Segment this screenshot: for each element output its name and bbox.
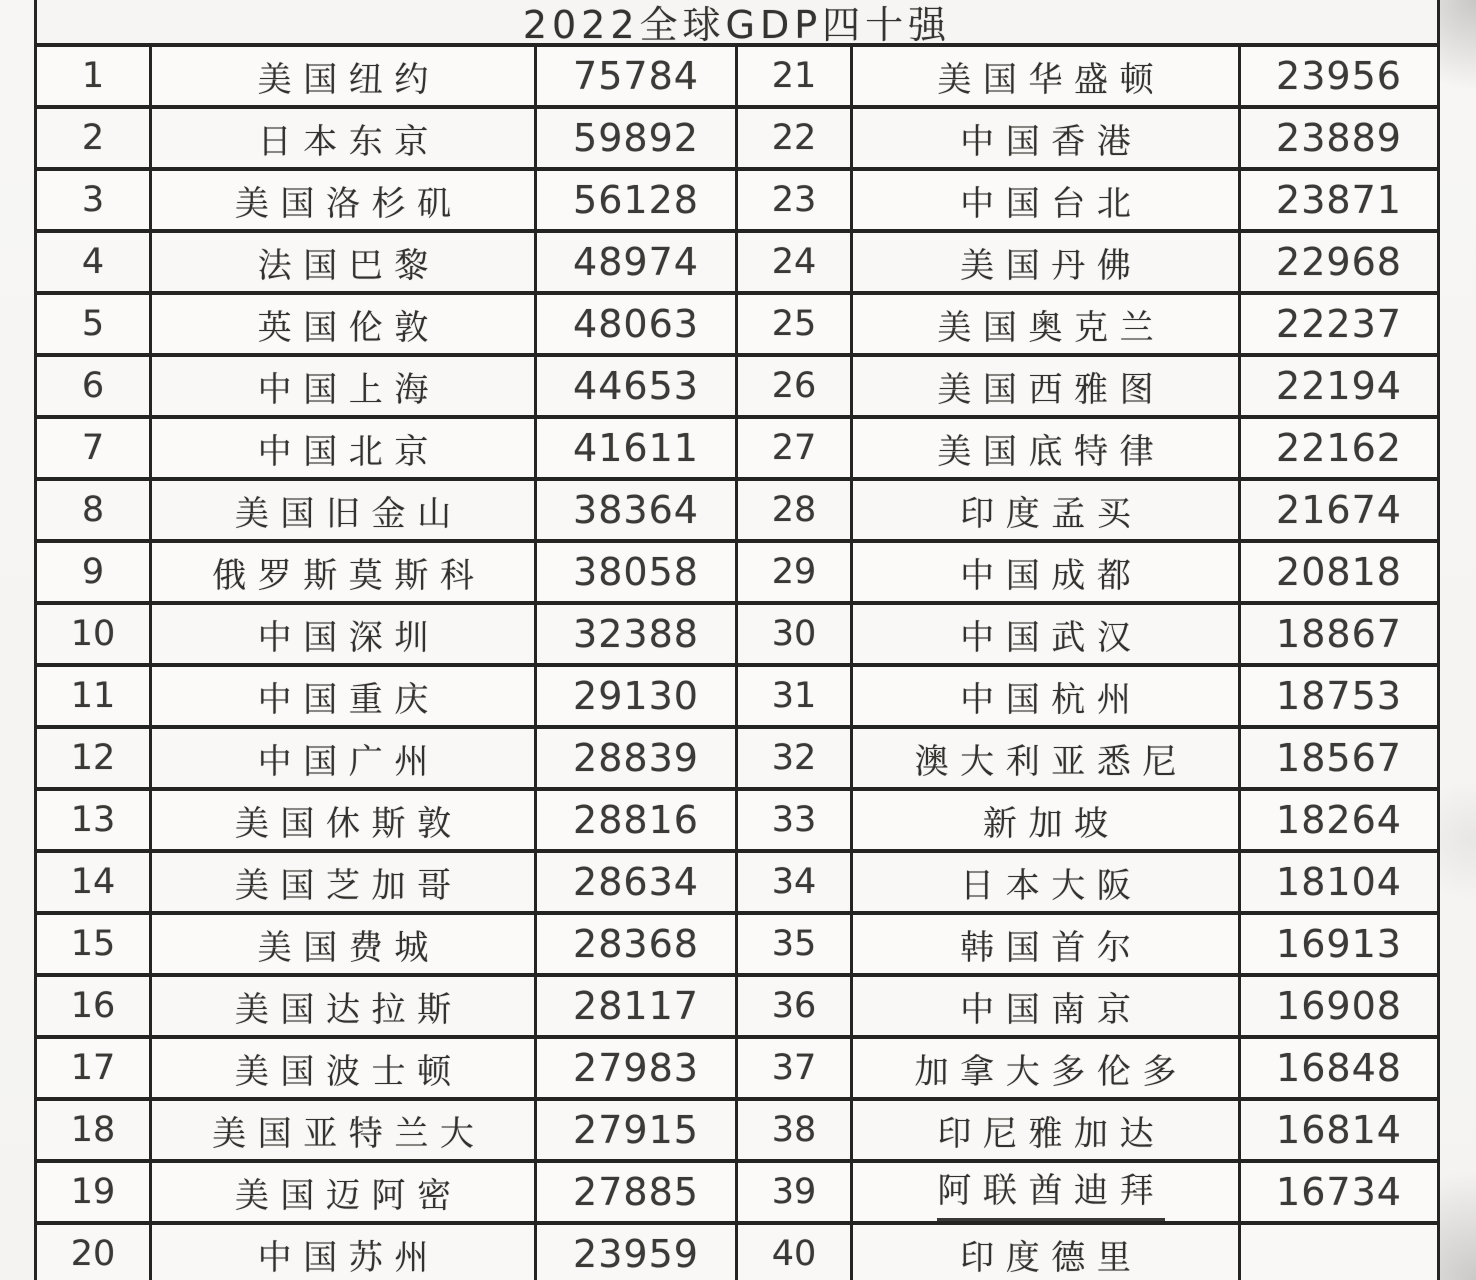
city-cell [152, 1225, 537, 1280]
city-cell-text: 中国台北 [960, 183, 1143, 224]
city-cell [853, 605, 1241, 663]
city-cell [152, 1163, 537, 1221]
rank-cell [34, 853, 152, 911]
gdp-value-cell-text: 18867 [1276, 612, 1402, 656]
city-cell-text: 中国上海 [257, 369, 440, 410]
gdp-value-cell [537, 47, 738, 105]
gdp-value-cell-text: 23889 [1276, 116, 1402, 160]
table-row [34, 543, 1440, 605]
rank-cell-text: 20 [70, 1234, 116, 1274]
rank-cell-text: 19 [70, 1172, 116, 1212]
gdp-value-cell-text: 75784 [573, 54, 699, 98]
gdp-value-cell [537, 853, 738, 911]
rank-cell-text: 38 [771, 1110, 817, 1150]
city-cell-text: 中国杭州 [960, 679, 1143, 720]
city-cell-text: 日本大阪 [960, 865, 1143, 906]
city-cell [853, 1101, 1241, 1159]
city-cell [152, 729, 537, 787]
city-cell-text: 俄罗斯莫斯科 [212, 555, 486, 596]
rank-cell-text: 35 [771, 924, 817, 964]
gdp-value-cell [1241, 357, 1440, 415]
rank-cell-text: 6 [81, 366, 105, 406]
city-cell [152, 543, 537, 601]
rank-cell [34, 47, 152, 105]
rank-cell-text: 36 [771, 986, 817, 1026]
rank-cell [34, 295, 152, 353]
rank-cell-text: 27 [771, 428, 817, 468]
rank-cell [34, 791, 152, 849]
city-cell-text: 美国洛杉矶 [234, 183, 463, 224]
gdp-value-cell [1241, 915, 1440, 973]
city-cell [152, 1101, 537, 1159]
gdp-value-cell [1241, 791, 1440, 849]
gdp-value-cell [537, 1039, 738, 1097]
rank-cell-text: 14 [70, 862, 116, 902]
gdp-value-cell-text: 28368 [573, 922, 699, 966]
city-cell-text: 中国重庆 [257, 679, 440, 720]
city-cell-text: 中国南京 [960, 989, 1143, 1030]
city-cell-text: 法国巴黎 [257, 245, 440, 286]
city-cell-text: 中国香港 [960, 121, 1143, 162]
city-cell-text: 印度德里 [960, 1237, 1143, 1278]
city-cell [853, 791, 1241, 849]
city-cell-text: 美国休斯敦 [234, 803, 463, 844]
gdp-value-cell-text: 23959 [573, 1232, 699, 1276]
city-cell [853, 481, 1241, 539]
table-row [34, 605, 1440, 667]
gdp-value-cell-text: 59892 [573, 116, 699, 160]
rank-cell [34, 605, 152, 663]
rank-cell [34, 1039, 152, 1097]
page-title: 2022全球GDP四十强 [522, 2, 952, 47]
gdp-value-cell [1241, 109, 1440, 167]
table-body [34, 47, 1440, 1280]
gdp-value-cell [1241, 667, 1440, 725]
rank-cell [738, 977, 853, 1035]
gdp-value-cell [537, 729, 738, 787]
gdp-value-cell-text: 28816 [573, 798, 699, 842]
rank-cell [34, 729, 152, 787]
gdp-value-cell [537, 233, 738, 291]
city-cell-text: 中国深圳 [257, 617, 440, 658]
rank-cell-text: 18 [70, 1110, 116, 1150]
rank-cell-text: 7 [81, 428, 105, 468]
city-cell [152, 1039, 537, 1097]
gdp-value-cell [537, 605, 738, 663]
rank-cell-text: 12 [70, 738, 116, 778]
gdp-value-cell-text: 56128 [573, 178, 699, 222]
gdp-value-cell [537, 357, 738, 415]
gdp-value-cell [537, 481, 738, 539]
rank-cell-text: 16 [70, 986, 116, 1026]
city-cell [152, 357, 537, 415]
gdp-value-cell-text: 38058 [573, 550, 699, 594]
city-cell [152, 171, 537, 229]
city-cell [152, 47, 537, 105]
rank-cell-text: 22 [771, 118, 817, 158]
city-cell [853, 47, 1241, 105]
city-cell-text: 中国广州 [257, 741, 440, 782]
city-cell [152, 791, 537, 849]
rank-cell-text: 3 [81, 180, 105, 220]
table-row [34, 419, 1440, 481]
rank-cell [34, 1225, 152, 1280]
table-row [34, 853, 1440, 915]
gdp-value-cell [537, 109, 738, 167]
gdp-value-cell-text: 22237 [1276, 302, 1402, 346]
gdp-value-cell-text: 18104 [1276, 860, 1402, 904]
city-cell [152, 977, 537, 1035]
city-cell-text: 美国旧金山 [234, 493, 463, 534]
gdp-value-cell-text: 22968 [1276, 240, 1402, 284]
city-cell [152, 295, 537, 353]
gdp-value-cell [1241, 1163, 1440, 1221]
city-cell-text: 美国丹佛 [960, 245, 1143, 286]
gdp-value-cell-text: 18753 [1276, 674, 1402, 718]
table-row [34, 729, 1440, 791]
city-cell [853, 543, 1241, 601]
gdp-value-cell-text: 48974 [573, 240, 699, 284]
city-cell-text: 中国苏州 [257, 1237, 440, 1278]
rank-cell-text: 5 [81, 304, 105, 344]
gdp-value-cell [537, 295, 738, 353]
city-cell [853, 171, 1241, 229]
table-row [34, 791, 1440, 853]
city-cell [853, 233, 1241, 291]
rank-cell [738, 233, 853, 291]
city-cell [152, 853, 537, 911]
rank-cell [34, 1101, 152, 1159]
gdp-value-cell-text: 27983 [573, 1046, 699, 1090]
rank-cell-text: 17 [70, 1048, 116, 1088]
table-row [34, 481, 1440, 543]
rank-cell-text: 2 [81, 118, 105, 158]
gdp-value-cell-text: 28839 [573, 736, 699, 780]
city-cell [152, 419, 537, 477]
gdp-value-cell-text: 27885 [573, 1170, 699, 1214]
city-cell-text: 韩国首尔 [960, 927, 1143, 968]
rank-cell [738, 1225, 853, 1280]
rank-cell [738, 295, 853, 353]
table-row [34, 109, 1440, 171]
gdp-value-cell [1241, 171, 1440, 229]
city-cell-text: 中国武汉 [960, 617, 1143, 658]
rank-cell-text: 25 [771, 304, 817, 344]
gdp-value-cell-text: 20818 [1276, 550, 1402, 594]
city-cell [853, 1039, 1241, 1097]
gdp-value-cell [537, 543, 738, 601]
gdp-value-cell [1241, 729, 1440, 787]
gdp-value-cell-text: 16814 [1276, 1108, 1402, 1152]
city-cell [152, 667, 537, 725]
rank-cell [34, 419, 152, 477]
rank-cell [738, 419, 853, 477]
city-cell [853, 295, 1241, 353]
rank-cell-text: 39 [771, 1172, 817, 1212]
gdp-value-cell [1241, 543, 1440, 601]
city-cell-text: 美国亚特兰大 [212, 1113, 486, 1154]
gdp-value-cell [1241, 295, 1440, 353]
city-cell [853, 977, 1241, 1035]
rank-cell-text: 4 [81, 242, 105, 282]
gdp-value-cell-text: 28634 [573, 860, 699, 904]
city-cell [853, 1163, 1241, 1221]
gdp-value-cell [537, 1163, 738, 1221]
city-cell-text: 美国达拉斯 [234, 989, 463, 1030]
gdp-value-cell [537, 419, 738, 477]
gdp-value-cell [1241, 419, 1440, 477]
table-title-row [34, 0, 1440, 47]
gdp-value-cell-text: 23956 [1276, 54, 1402, 98]
gdp-value-cell-text: 41611 [573, 426, 699, 470]
gdp-value-cell-text: 16908 [1276, 984, 1402, 1028]
rank-cell-text: 34 [771, 862, 817, 902]
rank-cell [738, 481, 853, 539]
city-cell [853, 915, 1241, 973]
city-cell-text: 日本东京 [257, 121, 440, 162]
rank-cell [34, 543, 152, 601]
gdp-value-cell [537, 171, 738, 229]
rank-cell [738, 853, 853, 911]
city-cell [853, 729, 1241, 787]
gdp-value-cell-text: 18264 [1276, 798, 1402, 842]
city-cell-text: 阿联酋迪拜 [937, 1163, 1165, 1221]
rank-cell-text: 26 [771, 366, 817, 406]
rank-cell-text: 28 [771, 490, 817, 530]
city-cell-text: 美国费城 [257, 927, 440, 968]
gdp-value-cell [1241, 605, 1440, 663]
rank-cell-text: 13 [70, 800, 116, 840]
rank-cell [738, 171, 853, 229]
rank-cell [34, 357, 152, 415]
city-cell-text: 中国成都 [960, 555, 1143, 596]
rank-cell [34, 667, 152, 725]
rank-cell-text: 24 [771, 242, 817, 282]
gdp-value-cell-text: 16734 [1276, 1170, 1402, 1214]
rank-cell [34, 109, 152, 167]
rank-cell-text: 30 [771, 614, 817, 654]
city-cell-text: 美国波士顿 [234, 1051, 463, 1092]
city-cell [853, 419, 1241, 477]
rank-cell [738, 605, 853, 663]
gdp-value-cell-text: 48063 [573, 302, 699, 346]
rank-cell [738, 109, 853, 167]
rank-cell-text: 9 [81, 552, 105, 592]
city-cell [853, 853, 1241, 911]
rank-cell [34, 977, 152, 1035]
rank-cell-text: 33 [771, 800, 817, 840]
gdp-value-cell-text: 16848 [1276, 1046, 1402, 1090]
gdp-value-cell [1241, 853, 1440, 911]
rank-cell-text: 21 [771, 56, 817, 96]
city-cell [853, 667, 1241, 725]
rank-cell [34, 233, 152, 291]
gdp-value-cell-text: 22194 [1276, 364, 1402, 408]
table-row [34, 977, 1440, 1039]
rank-cell [738, 791, 853, 849]
city-cell [152, 481, 537, 539]
city-cell-text: 美国纽约 [257, 59, 440, 100]
gdp-value-cell [537, 977, 738, 1035]
rank-cell-text: 10 [70, 614, 116, 654]
city-cell-text: 英国伦敦 [257, 307, 440, 348]
rank-cell [738, 47, 853, 105]
rank-cell [738, 1101, 853, 1159]
city-cell-text: 新加坡 [982, 803, 1120, 844]
rank-cell [34, 1163, 152, 1221]
city-cell [853, 1225, 1241, 1280]
table-row [34, 667, 1440, 729]
gdp-value-cell [1241, 977, 1440, 1035]
rank-cell-text: 40 [771, 1234, 817, 1274]
city-cell [152, 915, 537, 973]
rank-cell [34, 915, 152, 973]
gdp-table [34, 0, 1440, 1280]
rank-cell-text: 32 [771, 738, 817, 778]
city-cell-text: 澳大利亚悉尼 [914, 741, 1188, 782]
gdp-value-cell-text: 38364 [573, 488, 699, 532]
table-row [34, 1225, 1440, 1280]
table-row [34, 47, 1440, 109]
rank-cell-text: 37 [771, 1048, 817, 1088]
gdp-value-cell [1241, 233, 1440, 291]
gdp-value-cell-text: 18567 [1276, 736, 1402, 780]
table-row [34, 295, 1440, 357]
city-cell [152, 233, 537, 291]
gdp-value-cell-text: 23871 [1276, 178, 1402, 222]
gdp-value-cell [1241, 47, 1440, 105]
gdp-value-cell-text: 44653 [573, 364, 699, 408]
rank-cell-text: 1 [81, 56, 105, 96]
rank-cell [738, 1039, 853, 1097]
rank-cell [34, 171, 152, 229]
gdp-value-cell [537, 1225, 738, 1280]
gdp-value-cell [537, 791, 738, 849]
rank-cell-text: 15 [70, 924, 116, 964]
city-cell [152, 109, 537, 167]
gdp-value-cell-text: 16913 [1276, 922, 1402, 966]
city-cell-text: 加拿大多伦多 [914, 1051, 1188, 1092]
city-cell-text: 美国底特律 [937, 431, 1166, 472]
gdp-value-cell [1241, 1101, 1440, 1159]
city-cell [853, 109, 1241, 167]
rank-cell-text: 31 [771, 676, 817, 716]
gdp-value-cell [537, 915, 738, 973]
rank-cell [34, 481, 152, 539]
gdp-value-cell [1241, 1039, 1440, 1097]
city-cell-text: 中国北京 [257, 431, 440, 472]
table-row [34, 357, 1440, 419]
city-cell-text: 美国华盛顿 [937, 59, 1166, 100]
table-row [34, 915, 1440, 977]
rank-cell [738, 543, 853, 601]
rank-cell-text: 29 [771, 552, 817, 592]
rank-cell-text: 8 [81, 490, 105, 530]
table-row [34, 233, 1440, 295]
gdp-value-cell [1241, 1225, 1440, 1280]
city-cell [152, 605, 537, 663]
city-cell [853, 357, 1241, 415]
gdp-value-cell-text: 27915 [573, 1108, 699, 1152]
gdp-value-cell-text: 29130 [573, 674, 699, 718]
city-cell-text: 印尼雅加达 [937, 1113, 1166, 1154]
rank-cell [738, 1163, 853, 1221]
gdp-value-cell [537, 667, 738, 725]
city-cell-text: 美国奥克兰 [937, 307, 1166, 348]
gdp-value-cell-text: 21674 [1276, 488, 1402, 532]
city-cell-text: 印度孟买 [960, 493, 1143, 534]
city-cell-text: 美国西雅图 [937, 369, 1166, 410]
rank-cell-text: 23 [771, 180, 817, 220]
rank-cell [738, 729, 853, 787]
gdp-value-cell [537, 1101, 738, 1159]
city-cell-text: 美国芝加哥 [234, 865, 463, 906]
city-cell-text: 美国迈阿密 [234, 1175, 463, 1216]
rank-cell [738, 915, 853, 973]
table-row [34, 1039, 1440, 1101]
rank-cell [738, 357, 853, 415]
table-row [34, 171, 1440, 233]
table-row [34, 1101, 1440, 1163]
gdp-value-cell [1241, 481, 1440, 539]
gdp-value-cell-text: 28117 [573, 984, 699, 1028]
gdp-value-cell-text: 22162 [1276, 426, 1402, 470]
table-row [34, 1163, 1440, 1225]
rank-cell [738, 667, 853, 725]
rank-cell-text: 11 [70, 676, 116, 716]
gdp-value-cell-text: 32388 [573, 612, 699, 656]
